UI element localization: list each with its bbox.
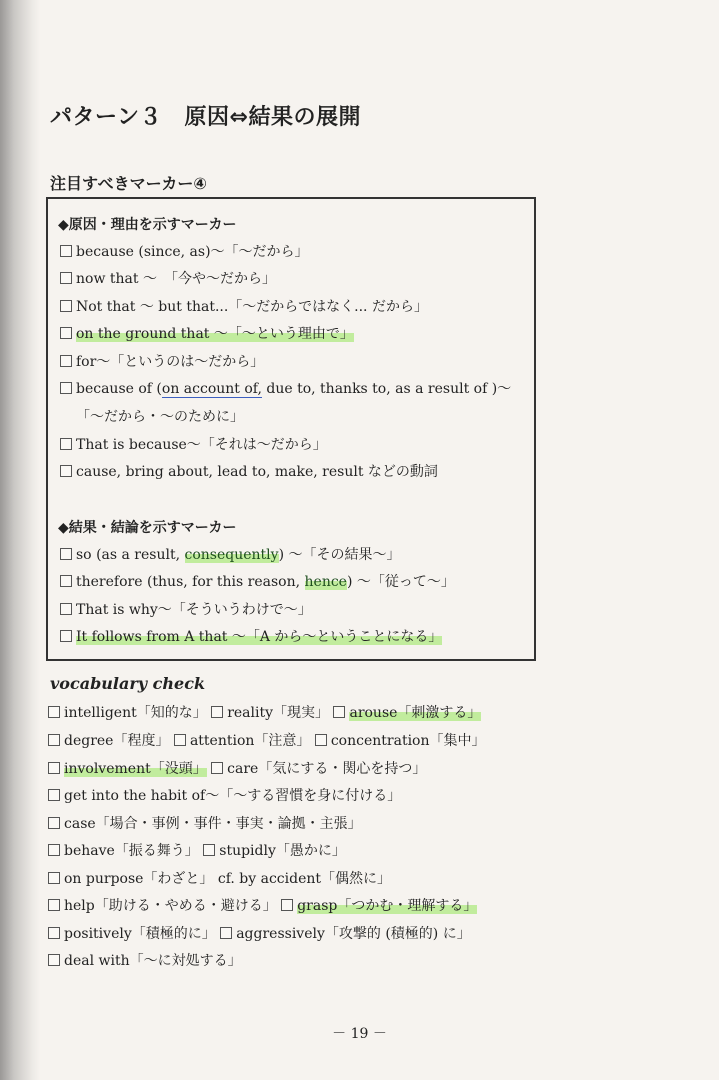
vocab-row: on purpose「わざと」 cf. by accident「偶然に」 <box>48 869 391 889</box>
result-section-heading: ◆結果・結論を示すマーカー <box>58 520 237 536</box>
cause-section-heading: ◆原因・理由を示すマーカー <box>58 217 237 233</box>
highlighted-word: consequently <box>184 547 279 563</box>
cause-item-continuation: 「～だから・～のために」 <box>76 409 244 425</box>
vocab-row: degree「程度」 attention「注意」 concentration「集中」 <box>48 731 486 751</box>
checkbox[interactable] <box>48 872 60 884</box>
underlined-phrase: on account of, <box>161 381 262 397</box>
checkbox[interactable] <box>203 844 215 856</box>
cause-item: because (since, as)～「～だから」 <box>60 242 309 262</box>
checkbox[interactable] <box>333 706 345 718</box>
checkbox[interactable] <box>174 734 186 746</box>
cause-item <box>60 324 354 344</box>
cause-item: Not that ～ but that...「～だからではなく... だから」 <box>60 297 428 317</box>
highlighted-phrase: grasp「つかむ・理解する」 <box>297 898 478 914</box>
cause-item: cause, bring about, lead to, make, result などの動詞 <box>60 462 438 482</box>
checkbox[interactable] <box>60 327 72 339</box>
checkbox[interactable] <box>60 355 72 367</box>
result-item <box>60 627 442 647</box>
checkbox[interactable] <box>60 245 72 257</box>
checkbox[interactable] <box>60 575 72 587</box>
checkbox[interactable] <box>60 548 72 560</box>
result-item: so (as a result, consequently) ～「その結果～」 <box>60 545 400 565</box>
vocab-row: help「助ける・やめる・避ける」 grasp「つかむ・理解する」 <box>48 896 477 916</box>
vocab-row: case「場合・事例・事件・事実・論拠・主張」 <box>48 814 362 834</box>
checkbox[interactable] <box>60 272 72 284</box>
checkbox[interactable] <box>48 899 60 911</box>
checkbox[interactable] <box>60 603 72 615</box>
checkbox[interactable] <box>60 438 72 450</box>
vocab-row: positively「積極的に」 aggressively「攻撃的 (積極的) に」 <box>48 924 471 944</box>
highlighted-phrase: involvement「没頭」 <box>64 761 207 777</box>
highlighted-phrase: on the ground that ～「～という理由で」 <box>76 326 354 342</box>
result-item: therefore (thus, for this reason, hence) ～「従って～」 <box>60 572 455 592</box>
cause-item: for～「というのは～だから」 <box>60 352 264 372</box>
vocab-row: intelligent「知的な」 reality「現実」 arouse「刺激する」 <box>48 703 481 723</box>
checkbox[interactable] <box>48 844 60 856</box>
page-number: － 19 － <box>332 1026 387 1042</box>
highlighted-phrase: arouse「刺激する」 <box>349 705 482 721</box>
checkbox[interactable] <box>211 706 223 718</box>
checkbox[interactable] <box>211 762 223 774</box>
vocab-row: behave「振る舞う」 stupidly「愚かに」 <box>48 841 346 861</box>
highlighted-word: hence <box>304 574 347 590</box>
cause-item: That is because～「それは～だから」 <box>60 435 327 455</box>
checkbox[interactable] <box>48 762 60 774</box>
checkbox[interactable] <box>48 954 60 966</box>
page-binding-shadow <box>0 0 40 1080</box>
page-title: パターン３ 原因⇔結果の展開 <box>50 105 361 130</box>
vocab-row: get into the habit of～「～する習慣を身に付ける」 <box>48 786 401 806</box>
cause-item: now that ～ 「今や～だから」 <box>60 269 276 289</box>
vocabulary-heading: vocabulary check <box>50 674 206 693</box>
highlighted-phrase: It follows from A that ～「A から～ということになる」 <box>76 629 443 645</box>
checkbox[interactable] <box>60 382 72 394</box>
checkbox[interactable] <box>60 630 72 642</box>
checkbox[interactable] <box>48 789 60 801</box>
vocab-row: involvement「没頭」 care「気にする・関心を持つ」 <box>48 759 426 779</box>
checkbox[interactable] <box>315 734 327 746</box>
result-item: That is why～「そういうわけで～」 <box>60 600 312 620</box>
checkbox[interactable] <box>48 706 60 718</box>
checkbox[interactable] <box>281 899 293 911</box>
cause-item: because of (on account of, due to, thanks to, as a result of )～ <box>60 379 511 399</box>
checkbox[interactable] <box>48 734 60 746</box>
checkbox[interactable] <box>48 817 60 829</box>
checkbox[interactable] <box>220 927 232 939</box>
checkbox[interactable] <box>60 465 72 477</box>
vocab-row: deal with「～に対処する」 <box>48 951 242 971</box>
checkbox[interactable] <box>60 300 72 312</box>
marker-subtitle: 注目すべきマーカー④ <box>50 174 207 193</box>
checkbox[interactable] <box>48 927 60 939</box>
